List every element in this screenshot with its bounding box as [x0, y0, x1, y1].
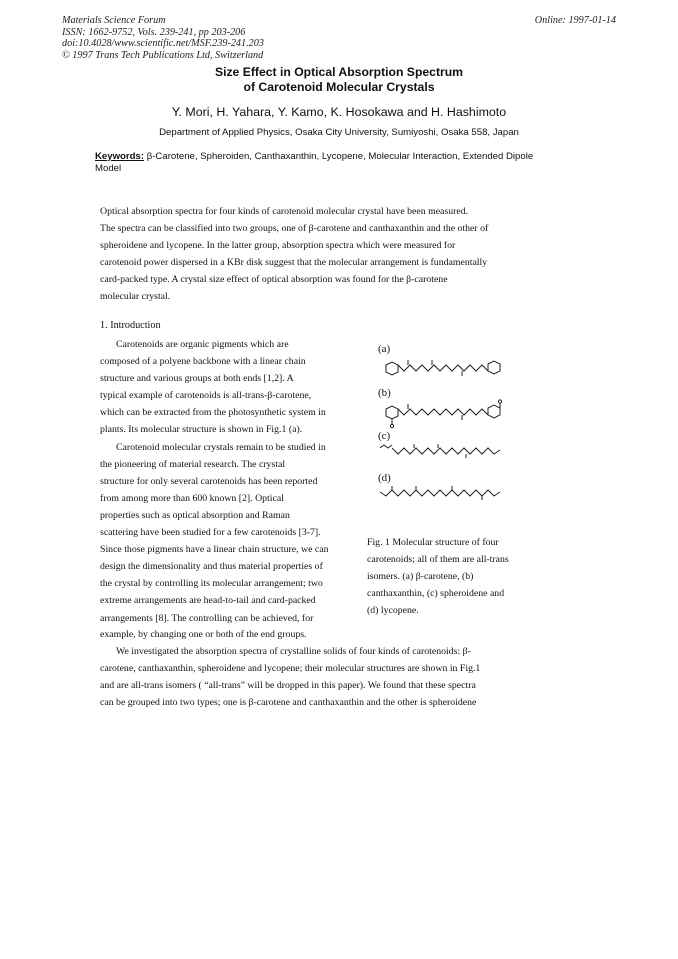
- figure-1a: [378, 343, 508, 379]
- title-line-1: Size Effect in Optical Absorption Spectrum: [214, 65, 464, 79]
- intro-line: composed of a polyene backbone with a linear chain: [100, 356, 306, 368]
- intro-line: can be grouped into two types; one is β-carotene and canthaxanthin and the other is spheroidene: [100, 697, 477, 709]
- intro-line: from among more than 600 known [2]. Optical: [100, 492, 284, 504]
- intro-column: [100, 336, 365, 627]
- intro-line: structure for only several carotenoids has been reported: [100, 475, 318, 487]
- figure-label-b: (b): [378, 387, 391, 399]
- intro-line: plants. Its molecular structure is shown in Fig.1 (a).: [100, 424, 303, 436]
- keywords-label: Keywords:: [95, 151, 145, 162]
- intro-line: typical example of carotenoids is all-trans-β-carotene,: [100, 390, 312, 402]
- lycopene-structure: [378, 484, 508, 502]
- intro-line: arrangements [8]. The controlling can be achieved, for: [100, 612, 314, 624]
- caption-line: canthaxanthin, (c) spheroidene and: [367, 588, 505, 600]
- intro-line: the crystal by controlling its molecular arrangement; two: [100, 578, 323, 590]
- intro-line: We investigated the absorption spectra of crystalline solids of four kinds of carotenoids: β-: [116, 646, 471, 658]
- journal-header: [62, 15, 264, 61]
- keywords-text: β-Carotene, Spheroiden, Canthaxanthin, Lycopene, Molecular Interaction, Extended Dipole Model: [95, 151, 534, 174]
- figure-1c: [378, 430, 508, 460]
- paper-title: [0, 65, 678, 95]
- intro-line: scattering have been studied for a few carotenoids [3-7].: [100, 527, 321, 539]
- intro-line: example, by changing one or both of the end groups.: [100, 629, 307, 640]
- intro-line: which can be extracted from the photosynthetic system in: [100, 407, 326, 419]
- intro-line: Since those pigments have a linear chain structure, we can: [100, 544, 329, 556]
- online-date: Online: 1997-01-14: [534, 15, 616, 26]
- caption-line: carotenoids; all of them are all-trans: [367, 554, 509, 566]
- intro-line: structure and various groups at both ends [1,2]. A: [100, 373, 294, 385]
- intro-continued: [100, 626, 540, 711]
- abstract-line: Optical absorption spectra for four kinds of carotenoid molecular crystal have been measured.: [100, 206, 469, 217]
- issn-line: ISSN: 1662-9752, Vols. 239-241, pp 203-206: [62, 26, 246, 38]
- affiliation: Department of Applied Physics, Osaka City University, Sumiyoshi, Osaka 558, Japan: [159, 127, 519, 138]
- keywords: [95, 151, 555, 175]
- figure-label-c: (c): [378, 430, 391, 442]
- section-heading: 1. Introduction: [100, 320, 161, 331]
- figure-label-d: (d): [378, 472, 391, 484]
- abstract: [100, 203, 540, 306]
- abstract-line: card-packed type. A crystal size effect of optical absorption was found for the β-carotene: [100, 274, 448, 286]
- intro-line: design the dimensionality and thus material properties of: [100, 561, 323, 573]
- intro-line: Carotenoid molecular crystals remain to be studied in: [116, 441, 326, 453]
- abstract-line: The spectra can be classified into two groups, one of β-carotene and canthaxanthin and the other of: [100, 223, 489, 235]
- title-line-2: of Carotenoid Molecular Crystals: [243, 80, 435, 94]
- beta-carotene-structure: [378, 355, 508, 379]
- canthaxanthin-structure: [378, 399, 508, 429]
- caption-line: isomers. (a) β-carotene, (b): [367, 571, 474, 583]
- abstract-line: molecular crystal.: [100, 291, 171, 303]
- author-list: Y. Mori, H. Yahara, Y. Kamo, K. Hosokawa and H. Hashimoto: [171, 105, 507, 119]
- intro-line: and are all-trans isomers ( “all-trans” will be dropped in this paper). We found that these spectra: [100, 680, 476, 692]
- spheroidene-structure: [378, 442, 508, 460]
- figure-1d: [378, 472, 508, 502]
- caption-line: (d) lycopene.: [367, 605, 419, 617]
- abstract-line: carotenoid power dispersed in a KBr disk suggest that the molecular arrangement is fundamentally: [100, 257, 488, 269]
- intro-line: Carotenoids are organic pigments which are: [116, 339, 289, 350]
- intro-line: properties such as optical absorption and Raman: [100, 509, 290, 521]
- intro-line: carotene, canthaxanthin, spheroidene and lycopene; their molecular structures are shown in Fig.1: [100, 663, 481, 675]
- figure-label-a: (a): [378, 343, 391, 355]
- figure-1b: [378, 387, 508, 429]
- doi-link[interactable]: doi:10.4028/www.scientific.net/MSF.239-241.203: [62, 38, 264, 49]
- abstract-line: spheroidene and lycopene. In the latter group, absorption spectra which were measured for: [100, 240, 456, 252]
- journal-name: Materials Science Forum: [62, 15, 166, 26]
- copyright-line: © 1997 Trans Tech Publications Ltd, Switzerland: [62, 49, 264, 61]
- intro-line: extreme arrangements are head-to-tail and card-packed: [100, 595, 316, 607]
- caption-line: Fig. 1 Molecular structure of four: [367, 537, 499, 548]
- intro-line: the pioneering of material research. The crystal: [100, 458, 286, 470]
- figure-caption: [367, 534, 547, 619]
